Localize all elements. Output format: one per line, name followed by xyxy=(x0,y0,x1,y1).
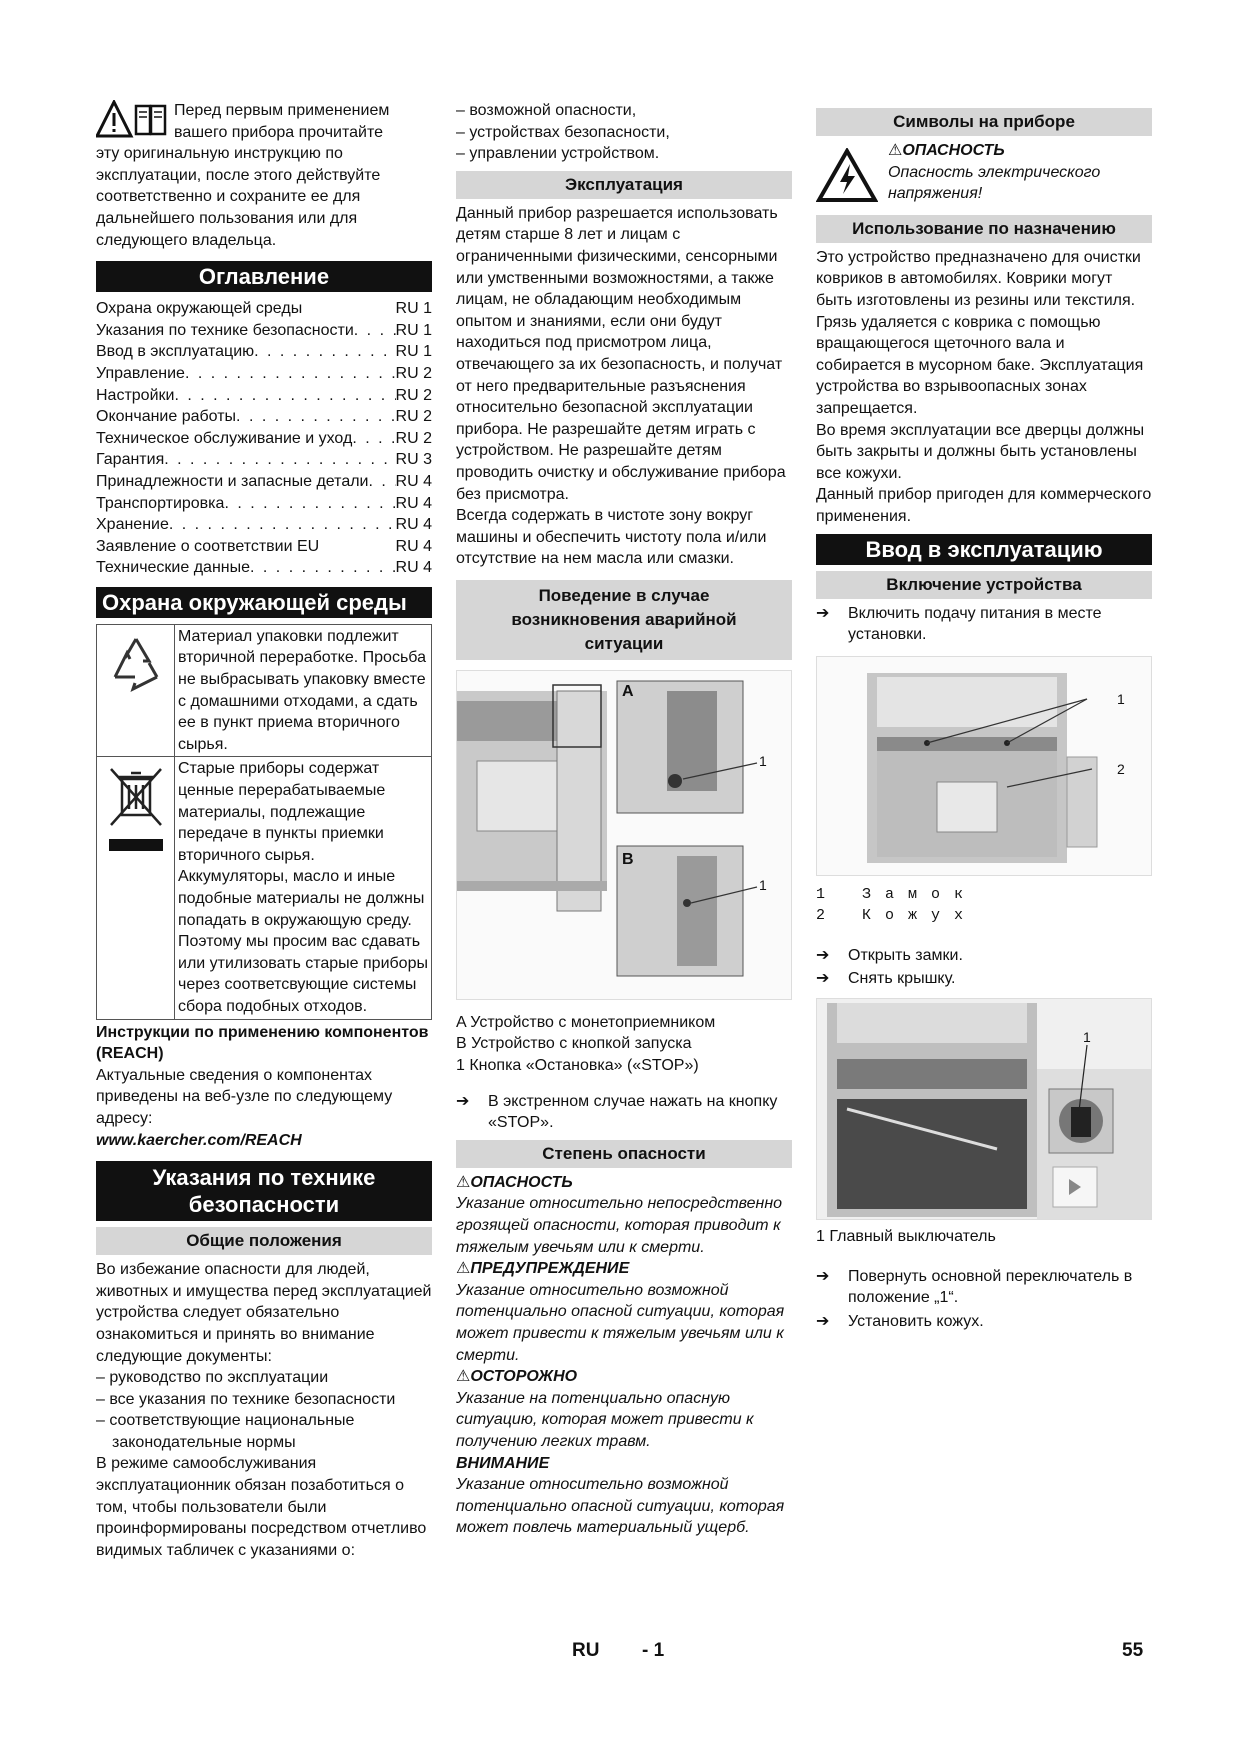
arrow-icon: ➔ xyxy=(816,946,830,964)
emergency-instruction-text: В экстренном случае нажать на кнопку «STOP». xyxy=(488,1092,778,1132)
recycle-cell xyxy=(97,624,175,757)
bin-cell xyxy=(97,757,175,1019)
toc-heading: Оглавление xyxy=(96,261,432,292)
toc-item-label: Техническое обслуживание и уход xyxy=(96,429,353,447)
danger-level-title xyxy=(456,1453,792,1475)
toc-dots xyxy=(236,406,396,428)
danger-level-title-text: ОСТОРОЖНО xyxy=(470,1368,578,1386)
danger-level-text: Указание относительно возможной потенциально опасной ситуации, которая может повлечь материальный ущерб. xyxy=(456,1476,785,1537)
list-item-text: руководство по эксплуатации xyxy=(109,1369,329,1387)
danger-levels-heading: Степень опасности xyxy=(456,1140,792,1168)
switch-callout-1: 1 xyxy=(1083,1029,1091,1046)
operation-text-1: Данный прибор разрешается использовать детям старше 8 лет и лицам с ограниченными физическими, сенсорными или умственными возможностями, а также лицам, не обладающим необходимым опытом и знаниями, если они будут находиться под присмотром лица, отвечающего за их безопасность, и получат от него предварительные разъяснения относительно безопасной эксплуатации прибора. Не разрешайте детям играть с устройством. Не разрешайте детям проводить очистку и обслуживание прибора без присмотра. xyxy=(456,204,786,503)
footer-page-number: 55 xyxy=(1122,1640,1144,1661)
emergency-heading: Поведение в случае возникновения аварийной ситуации xyxy=(456,580,792,660)
toc-item-page: RU 2 xyxy=(395,364,432,382)
reach-title: Инструкции по применению компонентов (REACH) xyxy=(96,1023,429,1063)
general-text: Во избежание опасности для людей, животных и имущества перед эксплуатацией устройства следует обязательно ознакомиться и принять во внимание следующие документы: xyxy=(96,1261,432,1365)
toc-dots xyxy=(302,298,395,320)
switch-legend: 1 Главный выключатель xyxy=(816,1228,996,1246)
steps-open-locks xyxy=(816,945,1152,990)
environment-table xyxy=(96,624,432,1020)
switch-on-heading: Включение устройства xyxy=(816,571,1152,599)
device-danger-title: ⚠ОПАСНОСТЬ xyxy=(888,142,1005,159)
environment-heading: Охрана окружающей среды xyxy=(96,587,432,618)
arrow-icon: ➔ xyxy=(816,604,830,622)
toc-item[interactable] xyxy=(96,298,432,320)
danger-level-title: ⚠ОСТОРОЖНО xyxy=(456,1368,578,1386)
toc-item-page: RU 3 xyxy=(395,451,432,469)
legend-item: 2 Кожух xyxy=(816,907,978,925)
step-item xyxy=(816,945,1152,967)
list-item: – устройствах безопасности, xyxy=(456,123,670,141)
commissioning-step-1 xyxy=(816,603,1152,646)
step-item xyxy=(816,1311,1152,1333)
toc-item-page: RU 4 xyxy=(395,472,432,490)
list-item: – руководство по эксплуатации xyxy=(96,1369,329,1387)
locks-legend xyxy=(816,884,1152,927)
locks-callout-1: 1 xyxy=(1117,690,1125,707)
toc-item[interactable] xyxy=(96,363,432,385)
safety-heading: Указания по технике безопасности xyxy=(96,1161,432,1221)
toc-item[interactable] xyxy=(96,341,432,363)
main-switch-image xyxy=(817,999,1152,1220)
list-item-text: все указания по технике безопасности xyxy=(109,1390,396,1408)
toc-item-label: Управление xyxy=(96,364,185,382)
step-text: Установить кожух. xyxy=(848,1312,984,1330)
list-item-text: возможной опасности, xyxy=(469,102,637,119)
toc-dots xyxy=(164,449,395,471)
toc-item-label: Настройки xyxy=(96,386,175,404)
commissioning-step-1-text: Включить подачу питания в месте установки. xyxy=(848,604,1102,644)
reach-text: Актуальные сведения о компонентах приведены на веб-узле по следующему адресу: xyxy=(96,1066,393,1127)
recycle-text: Материал упаковки подлежит вторичной переработке. Просьба не выбрасывать упаковку вместе с домашними отходами, а сдать ее в пункт приема вторичного сырья. xyxy=(175,624,432,757)
locks-machine-image xyxy=(817,657,1152,876)
toc-dots xyxy=(224,493,395,515)
commissioning-heading: Ввод в эксплуатацию xyxy=(816,534,1152,565)
danger-level-text: Указание на потенциально опасную ситуацию, которая может привести к получению легких травм. xyxy=(456,1389,754,1450)
toc-item[interactable] xyxy=(96,557,432,579)
toc-dots xyxy=(250,557,396,579)
photo-label-b: B xyxy=(622,850,634,868)
crossed-bin-icon xyxy=(105,765,167,857)
device-symbols-heading: Символы на приборе xyxy=(816,108,1152,136)
danger-level-title-text: ВНИМАНИЕ xyxy=(456,1454,550,1472)
footer-language: RU xyxy=(572,1640,600,1661)
self-service-text: В режиме самообслуживания эксплуатационник обязан позаботиться о том, чтобы пользователи были проинформированы посредством отчетливо видимых табличек с указаниями о: xyxy=(96,1455,427,1559)
toc-item-page: RU 1 xyxy=(395,300,432,318)
intro-line-2: вашего прибора прочитайте xyxy=(174,123,383,141)
step-item xyxy=(816,1266,1152,1309)
toc-dots xyxy=(174,385,395,407)
reach-link[interactable]: www.kaercher.com/REACH xyxy=(96,1131,302,1149)
column-left xyxy=(96,100,432,1561)
steps-switch-on xyxy=(816,1266,1152,1333)
toc-item[interactable] xyxy=(96,536,432,558)
operation-heading: Эксплуатация xyxy=(456,171,792,199)
toc-item-label: Транспортировка xyxy=(96,494,225,512)
toc-dots xyxy=(254,341,395,363)
toc-item-page: RU 2 xyxy=(395,429,432,447)
toc-item[interactable] xyxy=(96,449,432,471)
warning-book-icon xyxy=(96,100,168,140)
emergency-photo xyxy=(456,670,792,1000)
arrow-icon: ➔ xyxy=(816,970,830,988)
device-danger-text: Опасность электрического напряжения! xyxy=(888,163,1101,203)
device-symbols-block xyxy=(816,140,1152,205)
legend-item: A Устройство с монетоприемником xyxy=(456,1013,716,1031)
danger-level-text: Указание относительно возможной потенциально опасной ситуации, которая может привести к тяжелым увечьям или к смерти. xyxy=(456,1281,785,1364)
photo-label-a: A xyxy=(622,682,634,700)
toc-list xyxy=(96,298,432,579)
toc-item-page: RU 1 xyxy=(395,343,432,361)
toc-dots xyxy=(354,320,396,342)
toc-item[interactable] xyxy=(96,493,432,515)
legend-item: B Устройство с кнопкой запуска xyxy=(456,1035,692,1053)
intended-use-text-2: Во время эксплуатации все дверцы должны быть закрыты и должны быть установлены все кожухи. xyxy=(816,421,1145,482)
toc-dots xyxy=(352,428,395,450)
toc-item-label: Окончание работы xyxy=(96,408,237,426)
list-item: – соответствующие национальные законодательные нормы xyxy=(96,1412,355,1451)
toc-item-label: Охрана окружающей среды xyxy=(96,300,303,318)
toc-item-label: Гарантия xyxy=(96,451,165,469)
locks-photo xyxy=(816,656,1152,876)
danger-level-title: ⚠ОПАСНОСТЬ xyxy=(456,1173,573,1191)
toc-item-label: Ввод в эксплуатацию xyxy=(96,343,255,361)
intended-use-text-3: Данный прибор пригоден для коммерческого применения. xyxy=(816,486,1152,525)
danger-level-text: Указание относительно непосредственно грозящей опасности, которая приводит к тяжелым увечьям или к смерти. xyxy=(456,1195,783,1256)
intended-use-text-1: Это устройство предназначено для очистки ковриков в автомобилях. Коврики могут быть изготовлены из резины или текстиля. Грязь удаляется с коврика с помощью вращающегося щеточного вала и собирается в мусорном баке. Эксплуатация устройства во взрывоопасных зонах запрещается. xyxy=(816,248,1144,417)
documents-list xyxy=(96,1367,432,1453)
recycle-icon xyxy=(105,633,167,695)
operation-text-2: Всегда содержать в чистоте зону вокруг машины и обеспечить чистоту пола и/или отсутствие на нем масла или смазки. xyxy=(456,507,767,568)
toc-item-page: RU 4 xyxy=(395,537,432,555)
list-item-text: управлении устройством. xyxy=(469,145,660,163)
toc-item-page: RU 4 xyxy=(395,516,432,534)
toc-item-label: Технические данные xyxy=(96,559,251,577)
step-text: Снять крышку. xyxy=(848,970,956,988)
step-item xyxy=(816,968,1152,990)
toc-dots xyxy=(319,536,395,558)
danger-levels-list xyxy=(456,1172,792,1539)
column-middle xyxy=(456,100,792,1539)
toc-item[interactable] xyxy=(96,385,432,407)
legend-item: 1 Замок xyxy=(816,885,978,903)
emergency-machine-image xyxy=(457,671,792,1000)
column-right xyxy=(816,100,1152,1334)
step-text: Повернуть основной переключатель в положение „1“. xyxy=(848,1267,1133,1307)
self-service-list xyxy=(456,100,792,165)
toc-item[interactable] xyxy=(96,428,432,450)
photo-callout-1a: 1 xyxy=(759,752,767,769)
general-heading: Общие положения xyxy=(96,1227,432,1255)
danger-level-title: ⚠ПРЕДУПРЕЖДЕНИЕ xyxy=(456,1260,630,1278)
toc-item-page: RU 4 xyxy=(395,494,432,512)
list-item-text: устройствах безопасности, xyxy=(469,123,670,141)
toc-item[interactable] xyxy=(96,471,432,493)
toc-item[interactable] xyxy=(96,406,432,428)
step-text: Открыть замки. xyxy=(848,946,963,964)
toc-item[interactable] xyxy=(96,320,432,342)
list-item-text: соответствующие национальные законодательные нормы xyxy=(109,1412,355,1451)
toc-item-page: RU 1 xyxy=(395,321,432,339)
list-item: – все указания по технике безопасности xyxy=(96,1390,396,1408)
toc-item[interactable] xyxy=(96,514,432,536)
legend-item: 1 Кнопка «Остановка» («STOP») xyxy=(456,1057,699,1075)
arrow-icon: ➔ xyxy=(816,1312,830,1330)
toc-item-page: RU 2 xyxy=(395,386,432,404)
emergency-legend xyxy=(456,1012,792,1077)
intended-use-heading: Использование по назначению xyxy=(816,215,1152,243)
intro-text: эту оригинальную инструкцию по эксплуатации, после этого действуйте соответственно и сохраните ее для дальнейшего пользования или для следующего владельца. xyxy=(96,145,381,249)
bin-text: Старые приборы содержат ценные перерабатываемые материалы, подлежащие передаче в пункты приемки вторичного сырья. Аккумуляторы, масло и иные подобные материалы не должны попадать в окружающую среду. Поэтому мы просим вас сдавать или утилизовать старые приборы через соответсвующие системы сбора подобных отходов. xyxy=(175,757,432,1019)
photo-callout-1b: 1 xyxy=(759,876,767,893)
list-item: – управлении устройством. xyxy=(456,145,660,163)
list-item: – возможной опасности, xyxy=(456,102,637,119)
arrow-icon: ➔ xyxy=(456,1092,470,1110)
intro-block xyxy=(96,100,432,251)
intro-line-1: Перед первым применением xyxy=(174,102,390,119)
emergency-instruction xyxy=(456,1091,792,1134)
locks-callout-2: 2 xyxy=(1117,760,1125,777)
toc-item-label: Указания по технике безопасности xyxy=(96,321,354,339)
toc-item-page: RU 2 xyxy=(395,408,432,426)
danger-level-title-text: ОПАСНОСТЬ xyxy=(470,1173,573,1191)
switch-photo xyxy=(816,998,1152,1220)
toc-item-page: RU 4 xyxy=(395,559,432,577)
toc-item-label: Хранение xyxy=(96,516,169,534)
danger-level-title-text: ПРЕДУПРЕЖДЕНИЕ xyxy=(470,1260,630,1278)
arrow-icon: ➔ xyxy=(816,1267,830,1285)
toc-dots xyxy=(185,363,396,385)
toc-dots xyxy=(169,514,396,536)
toc-dots xyxy=(369,471,396,493)
footer-section-page: - 1 xyxy=(642,1640,665,1661)
electric-hazard-icon xyxy=(816,148,878,204)
toc-item-label: Заявление о соответствии EU xyxy=(96,537,320,555)
toc-item-label: Принадлежности и запасные детали xyxy=(96,472,369,490)
